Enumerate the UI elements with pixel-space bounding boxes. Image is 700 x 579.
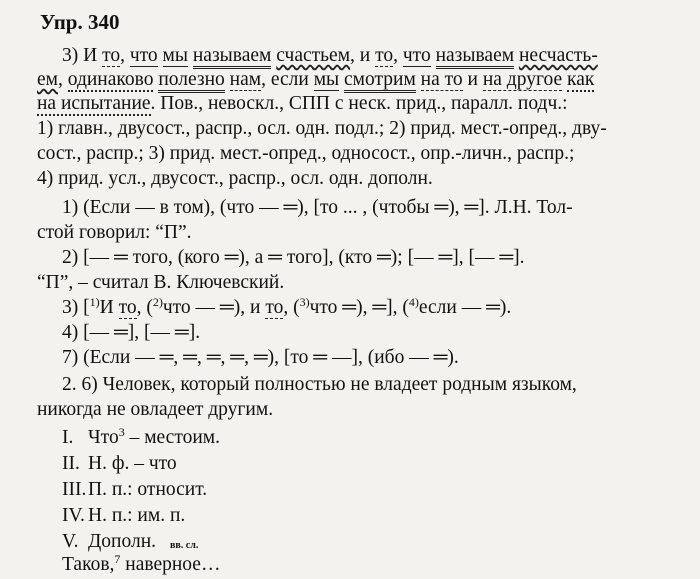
exercise-title: Упр. 340	[40, 10, 120, 34]
scheme-line-4: “П”, – считал В. Ключевский.	[37, 272, 285, 293]
sentence-line-2: никогда не овладеет другим.	[37, 399, 274, 420]
scheme-line-5: 3) [$^{1)}$И то, ($^{2)}$что — ═), и то, ($^{3)}$что ═), ═], ($^{4)}$если — ═).	[62, 295, 512, 318]
scheme-line-2: стой говорил: “П”.	[37, 222, 192, 243]
analysis-line-2: ем, одинаково полезно нам, если мы смотрим на то и на другое как	[37, 68, 700, 92]
sentence-line-1: 2. 6) Человек, который полностью не владеет родным языком,	[62, 374, 577, 395]
introductory-word-line: Таков,$^7$ наверное…	[62, 552, 221, 575]
introductory-word-label: вв. сл.	[170, 540, 199, 551]
scheme-line-1: 1) (Если — в том), (что — ═), [то ... , (чтобы ═), ═]. Л.Н. Тол-	[62, 197, 573, 218]
analysis-line-1: 3) И то, что мы называем счастьем, и то, что называем несчасть-	[62, 44, 700, 68]
morph-item-3: III.П. п.: относит.	[62, 479, 208, 500]
scheme-line-6: 4) [— ═], [— ═].	[62, 322, 201, 343]
analysis-line-5: сост., распр.; 3) прид. мест.-опред., односост., опр.-личн., распр.;	[37, 143, 575, 164]
analysis-line-4: 1) главн., двусост., распр., осл. одн. подл.; 2) прид. мест.-опред., дву-	[37, 118, 607, 139]
analysis-line-6: 4) прид. усл., двусост., распр., осл. одн. дополн.	[37, 168, 433, 189]
scheme-line-3: 2) [— ═ того, (кого ═), а ═ того], (кто ═); [— ═], [— ═].	[62, 247, 525, 268]
analysis-line-3: на испытание. Пов., невоскл., СПП с неск. прид., паралл. подч.:	[37, 93, 568, 114]
morph-item-1: I. Что$^3$ – местоим.	[62, 425, 221, 448]
morph-item-4: IV. Н. п.: им. п.	[62, 505, 186, 526]
morph-item-2: II. Н. ф. – что	[62, 453, 177, 474]
scheme-line-7: 7) (Если — ═, ═, ═, ═, ═), [то ═ —], (ибо — ═).	[62, 347, 459, 368]
morph-item-5: V. Дополн.	[62, 531, 157, 552]
